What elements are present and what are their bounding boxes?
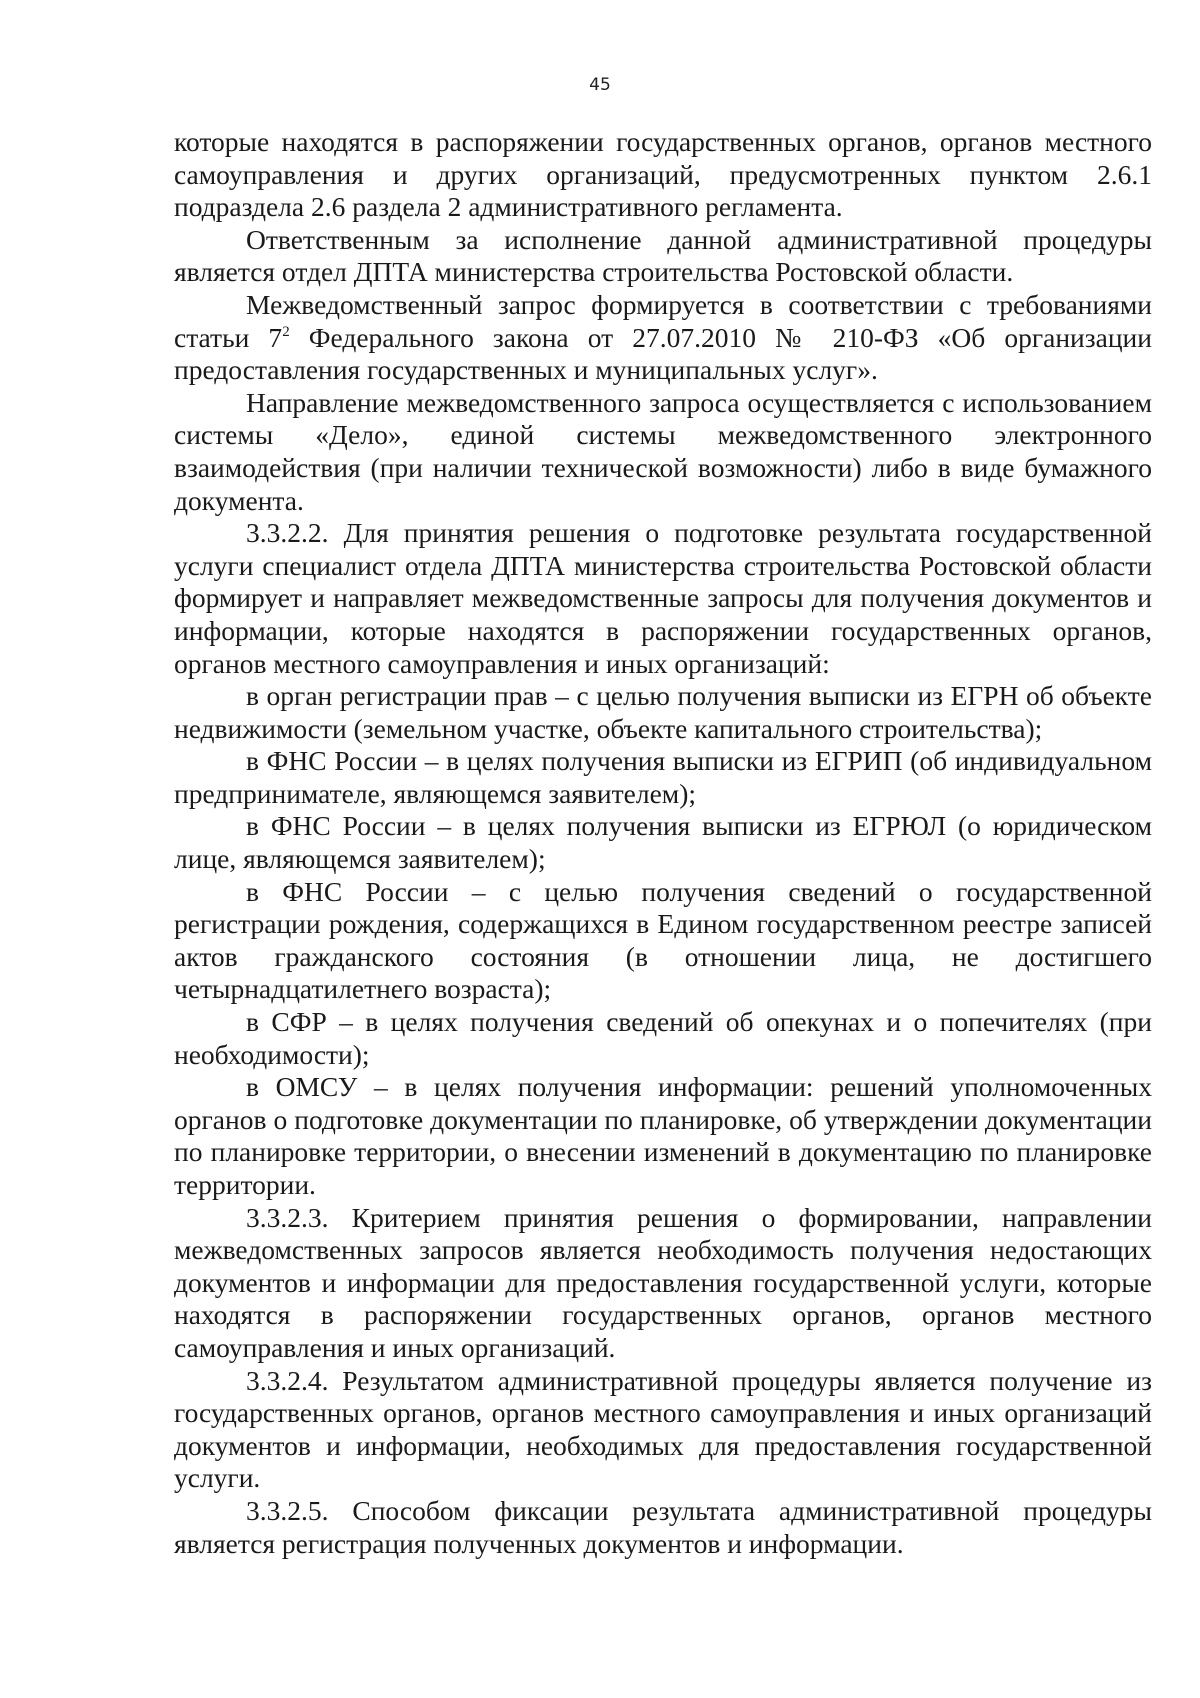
paragraph-interagency-request-text-b: Федерального закона от 27.07.2010 № 210-ФЗ «Об организации предоставления государственных и муниципальных услуг». xyxy=(174,321,1152,386)
paragraph-continuation: которые находятся в распоряжении государственных органов, органов местного самоуправления и других организаций, предусмотренных пунктом 2.6.1 подраздела 2.6 раздела 2 административного регламента. xyxy=(174,126,1152,223)
superscript-article: 2 xyxy=(282,323,290,340)
paragraph-interagency-request xyxy=(174,289,1152,387)
list-item-omsu: в ОМСУ – в целях получения информации: решений уполномоченных органов о подготовке документации по планировке, об утверждении документации по планировке территории, о внесении изменений в документацию по планировке территории. xyxy=(174,1071,1152,1200)
list-item-birth-registration: в ФНС России – с целью получения сведений о государственной регистрации рождения, содержащихся в Едином государственном реестре записей актов гражданского состояния (в отношении лица, не достигшего четырнадцатилетнего возраста); xyxy=(174,875,1152,1005)
paragraph-3-3-2-5: 3.3.2.5. Способом фиксации результата административной процедуры является регистрация полученных документов и информации. xyxy=(174,1494,1152,1559)
document-body xyxy=(174,126,1152,1560)
paragraph-3-3-2-3: 3.3.2.3. Критерием принятия решения о формировании, направлении межведомственных запросов является необходимость получения недостающих документов и информации для предоставления государственной услуги, которые находятся в распоряжении государственных органов, органов местного самоуправления и иных организаций. xyxy=(174,1201,1152,1363)
page-number: 45 xyxy=(589,75,611,95)
paragraph-3-3-2-2: 3.3.2.2. Для принятия решения о подготовке результата государственной услуги специалист отдела ДПТА министерства строительства Ростовской области формирует и направляет межведомственные запросы для получения документов и информации, которые находятся в распоряжении государственных органов, органов местного самоуправления и иных организаций: xyxy=(174,517,1152,679)
list-item-egrul: в ФНС России – в целях получения выписки из ЕГРЮЛ (о юридическом лице, являющемся заявителем); xyxy=(174,810,1152,875)
list-item-egrip: в ФНС России – в целях получения выписки из ЕГРИП (об индивидуальном предпринимателе, являющемся заявителем); xyxy=(174,745,1152,809)
paragraph-interagency-request-text-a: Межведомственный запрос формируется в соответствии с требованиями статьи 7 xyxy=(174,288,1152,353)
paragraph-request-direction: Направление межведомственного запроса осуществляется с использованием системы «Дело», единой системы межведомственного электронного взаимодействия (при наличии технической возможности) либо в виде бумажного документа. xyxy=(174,386,1152,516)
list-item-sfr: в СФР – в целях получения сведений об опекунах и о попечителях (при необходимости); xyxy=(174,1006,1152,1070)
list-item-egrn: в орган регистрации прав – с целью получения выписки из ЕГРН об объекте недвижимости (земельном участке, объекте капитального строительства); xyxy=(174,680,1152,744)
paragraph-responsible: Ответственным за исполнение данной административной процедуры является отдел ДПТА министерства строительства Ростовской области. xyxy=(174,223,1152,288)
paragraph-3-3-2-4: 3.3.2.4. Результатом административной процедуры является получение из государственных органов, органов местного самоуправления и иных организаций документов и информации, необходимых для предоставления государственной услуги. xyxy=(174,1364,1152,1494)
